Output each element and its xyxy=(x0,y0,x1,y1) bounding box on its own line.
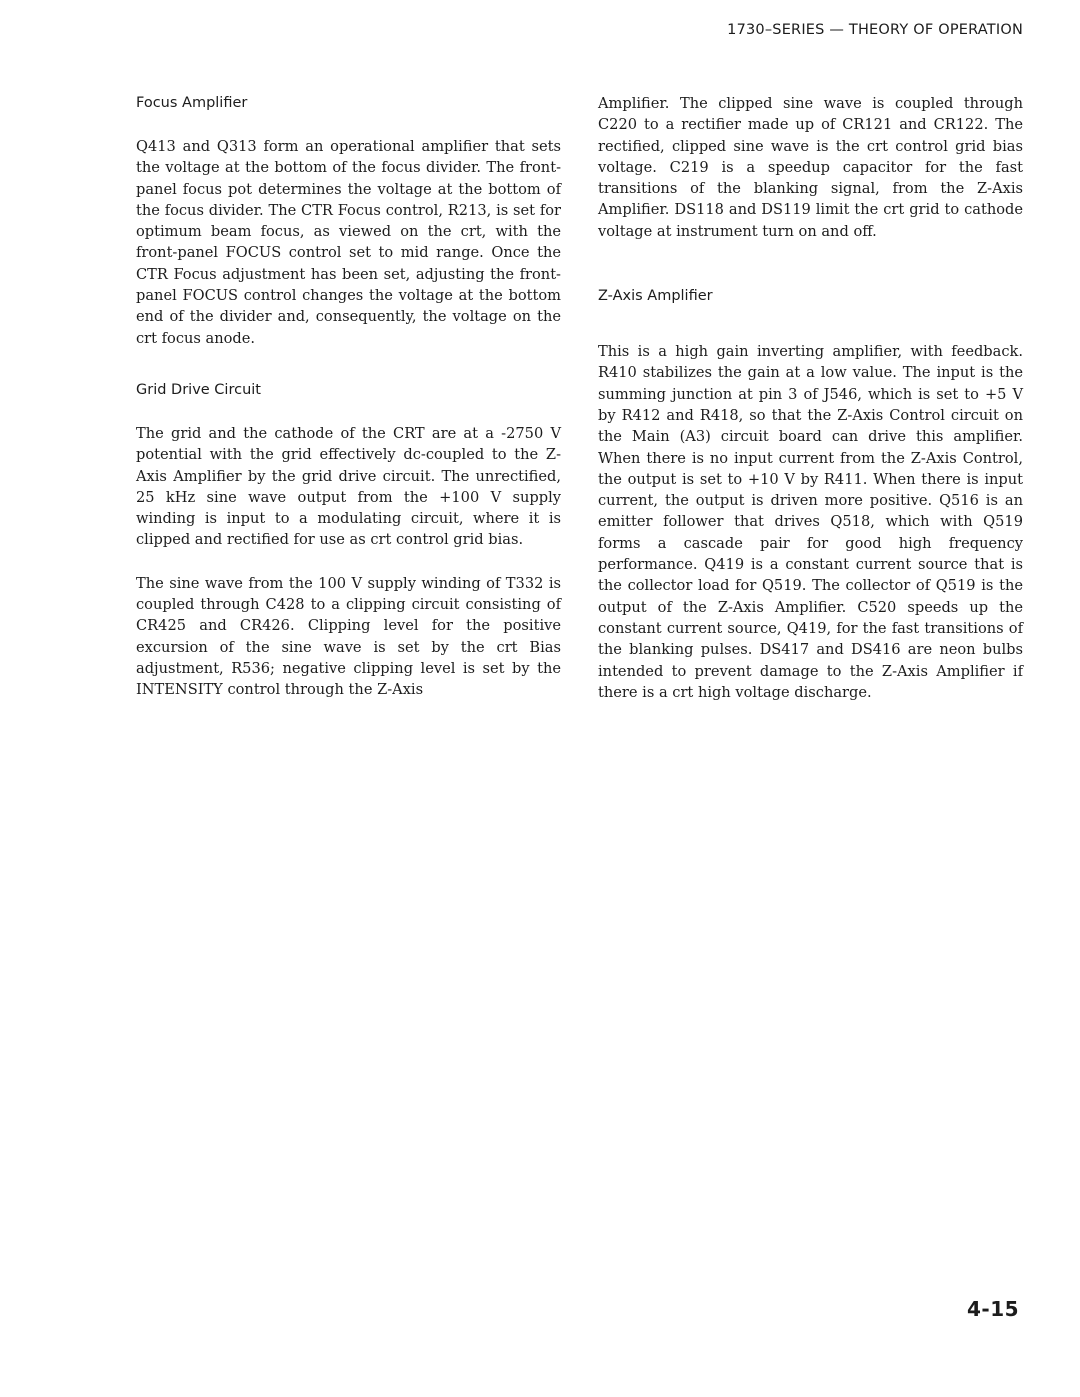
z-axis-amplifier-heading: Z-Axis Amplifier xyxy=(598,288,713,305)
z-axis-amplifier-paragraph: This is a high gain inverting amplifier, with feedback. R410 stabilizes the gain at a low value. The input is the summing junction at pin 3 of J546, which is set to +5 V by R412 and R418, so that the Z-Axis Control circuit on the Main (A3) circuit board can drive this amplifier. When there is no input current from the Z-Axis Control, the output is set to +10 V by R411. When there is input current, the output is driven more positive. Q516 is an emitter follower that drives Q518, which with Q519 forms a cascade pair for good high frequency performance. Q419 is a constant current source that is the collector load for Q519. The collector of Q519 is the output of the Z-Axis Amplifier. C520 speeds up the constant current source, Q419, for the fast transitions of the blanking pulses. DS417 and DS416 are neon bulbs intended to prevent damage to the Z-Axis Amplifier if there is a crt high voltage discharge. xyxy=(598,343,1023,701)
page-header-title: 1730–SERIES — THEORY OF OPERATION xyxy=(727,22,1023,38)
grid-drive-paragraph-2: The sine wave from the 100 V supply winding of T332 is coupled through C428 to a clipping circuit consisting of CR425 and CR426. Clipping level for the positive excursion of the sine wave is set by the crt Bias adjustment, R536; negative clipping level is set by the INTENSITY control through the Z-Axis xyxy=(136,574,561,699)
grid-drive-continuation-paragraph: Amplifier. The clipped sine wave is coupled through C220 to a rectifier made up of CR121 and CR122. The rectified, clipped sine wave is the crt control grid bias voltage. C219 is a speedup capacitor for the fast transitions of the blanking signal, from the Z-Axis Amplifier. DS118 and DS119 limit the crt grid to cathode voltage at instrument turn on and off. xyxy=(598,95,1023,240)
focus-amplifier-paragraph: Q413 and Q313 form an operational amplifier that sets the voltage at the bottom of the focus divider. The front-panel focus pot determines the voltage at the bottom of the focus divider. The CTR Focus control, R213, is set for optimum beam focus, as viewed on the crt, with the front-panel FOCUS control set to mid range. Once the CTR Focus adjustment has been set, adjusting the front-panel FOCUS control changes the voltage at the bottom end of the divider and, consequently, the voltage on the crt focus anode. xyxy=(136,138,561,347)
grid-drive-paragraph-1: The grid and the cathode of the CRT are at a -2750 V potential with the grid effectively dc-coupled to the Z-Axis Amplifier by the grid drive circuit. The unrectified, 25 kHz sine wave output from the +100 V supply winding is input to a modulating circuit, where it is clipped and rectified for use as crt control grid bias. xyxy=(136,424,561,549)
left-column xyxy=(136,93,561,701)
focus-amplifier-heading: Focus Amplifier xyxy=(136,95,248,111)
right-column xyxy=(598,93,1023,703)
grid-drive-heading: Grid Drive Circuit xyxy=(136,381,261,398)
page-number: 4-15 xyxy=(967,1297,1020,1321)
